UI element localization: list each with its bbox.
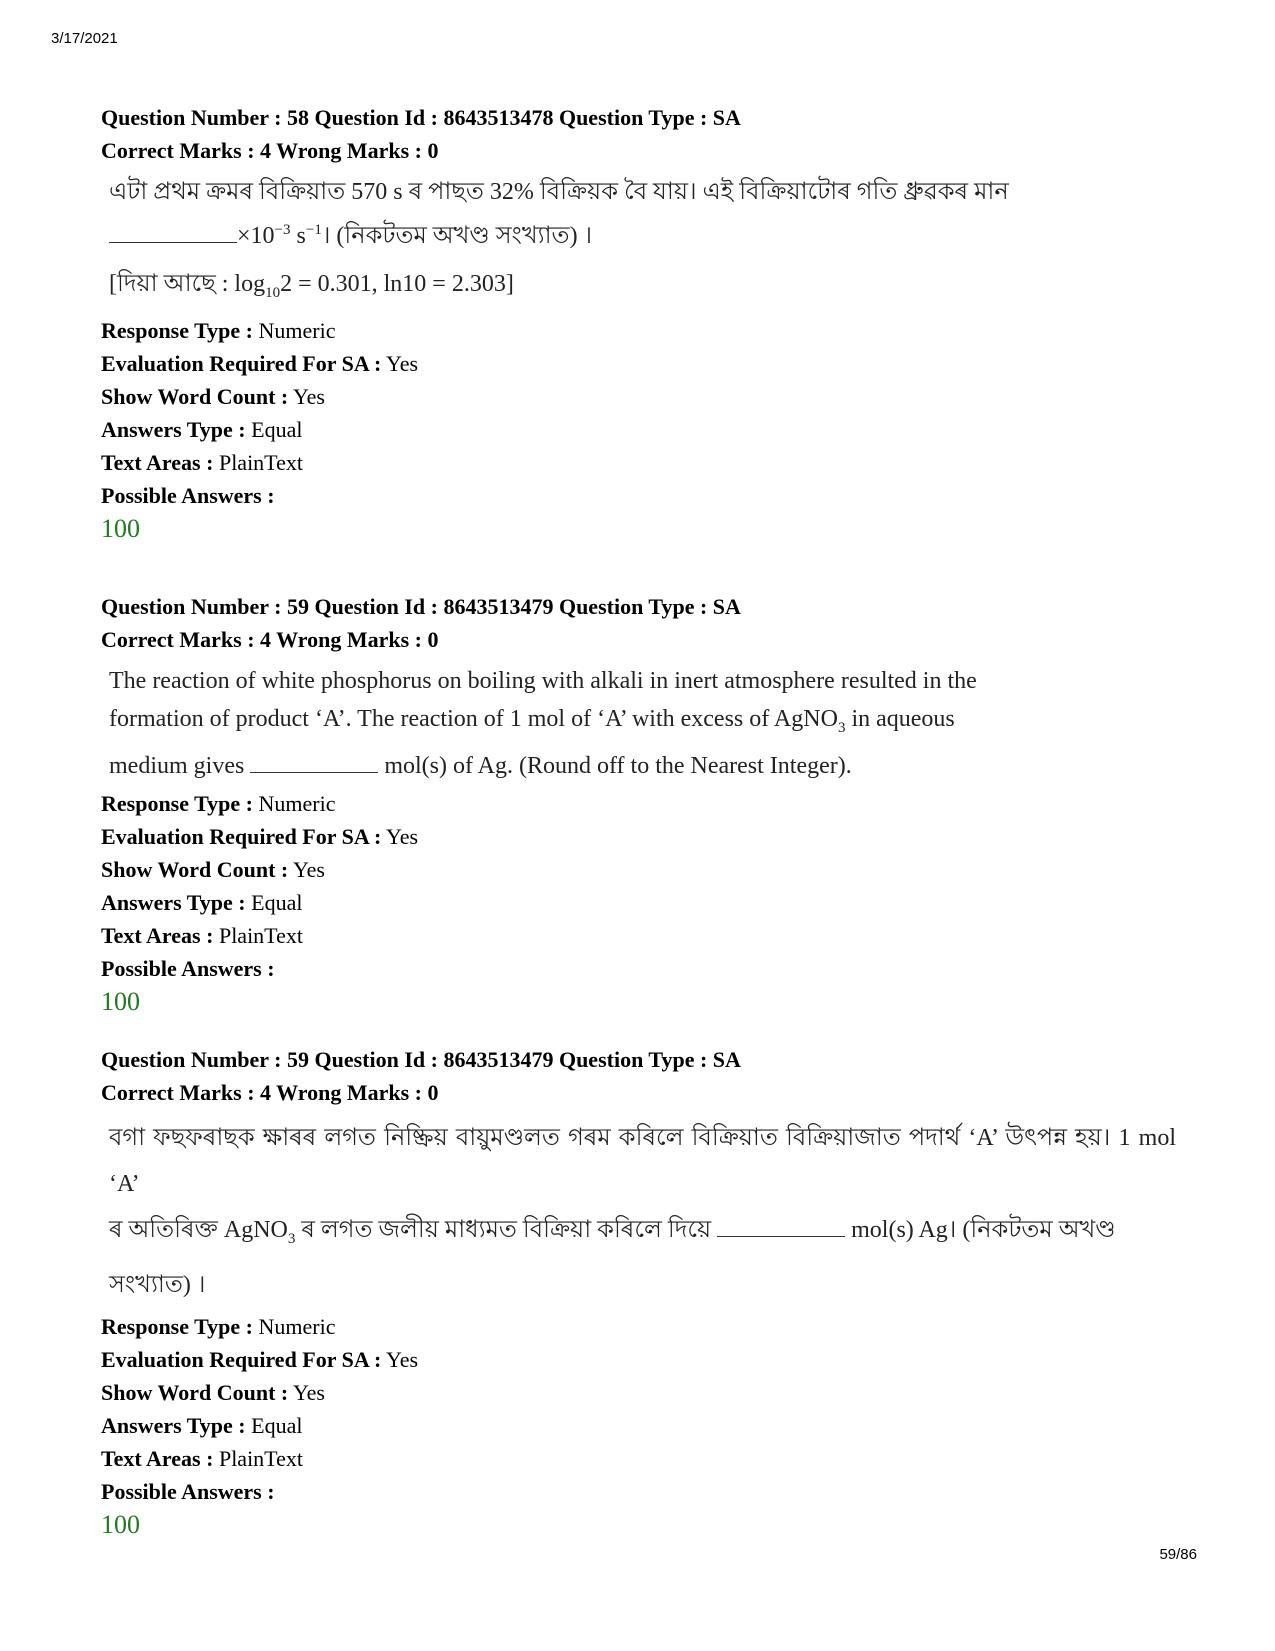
meta-word-count: Show Word Count : Yes: [101, 1379, 325, 1405]
meta-response-type: Response Type : Numeric: [101, 1313, 336, 1339]
meta-possible-answers: Possible Answers :: [101, 955, 275, 981]
page-number: 59/86: [1159, 1546, 1197, 1563]
question-line: বগা ফছফৰাছক ক্ষাৰৰ লগত নিষ্ক্ৰিয় বায়ুমণ্ডলত গৰম কৰিলে বিক্ৰিয়াত বিক্ৰিয়াজাত পদাৰ্থ ‘A’ উৎপন্ন হয়। 1 mol ‘A’: [109, 1125, 1176, 1197]
question-line: $\times 10^{-3}$ $s^{-1}।$ (নিকটতম অখণ্ড সংখ্যাত) ।: [109, 211, 1176, 255]
question-line: সংখ্যাত) ।: [109, 1271, 206, 1298]
meta-evaluation: Evaluation Required For SA : Yes: [101, 1346, 419, 1372]
meta-response-type: Response Type : Numeric: [101, 317, 336, 343]
meta-word-count: Show Word Count : Yes: [101, 383, 325, 409]
meta-possible-answers: Possible Answers :: [101, 482, 275, 508]
meta-text-areas: Text Areas : PlainText: [101, 922, 303, 948]
question-block: [101, 590, 1176, 1019]
question-text: [109, 656, 1176, 787]
meta-evaluation: Evaluation Required For SA : Yes: [101, 823, 419, 849]
question-line: The reaction of white phosphorus on boiling with alkali in inert atmosphere resulted in the: [109, 668, 977, 694]
marks-line: Correct Marks : 4 Wrong Marks : 0: [101, 138, 439, 163]
question-block: [101, 1043, 1176, 1542]
print-date: 3/17/2021: [51, 30, 118, 47]
question-header: Question Number : 59 Question Id : 8643513479 Question Type : SA: [101, 594, 741, 619]
question-line: formation of product ‘A’. The reaction of 1 mol of ‘A’ with excess of AgNO$_3$ in aqueous: [109, 706, 955, 736]
meta-word-count: Show Word Count : Yes: [101, 856, 325, 882]
question-header: Question Number : 59 Question Id : 8643513479 Question Type : SA: [101, 1047, 741, 1072]
meta-possible-answers: Possible Answers :: [101, 1478, 275, 1504]
answer-blank: [717, 1216, 845, 1237]
meta-answers-type: Answers Type : Equal: [101, 1412, 303, 1438]
question-text: [109, 167, 1176, 314]
question-text: [109, 1109, 1176, 1310]
possible-answer: 100: [101, 986, 140, 1016]
meta-evaluation: Evaluation Required For SA : Yes: [101, 350, 419, 376]
given-data: [দিয়া আছে : $\log_{10}2 = 0.301$, ln10 = 2.303]: [109, 271, 514, 301]
question-line: এটা প্ৰথম ক্ৰমৰ বিক্ৰিয়াত 570 s ৰ পাছত 32% বিক্ৰিয়ক বৈ যায়। এই বিক্ৰিয়াটোৰ গতি ধ্ৰুৱকৰ মান: [109, 179, 1009, 205]
answer-blank: [109, 222, 237, 243]
question-block: [101, 101, 1176, 546]
meta-text-areas: Text Areas : PlainText: [101, 1445, 303, 1471]
marks-line: Correct Marks : 4 Wrong Marks : 0: [101, 627, 439, 652]
meta-response-type: Response Type : Numeric: [101, 790, 336, 816]
marks-line: Correct Marks : 4 Wrong Marks : 0: [101, 1080, 439, 1105]
possible-answer: 100: [101, 513, 140, 543]
question-header: Question Number : 58 Question Id : 8643513478 Question Type : SA: [101, 105, 741, 130]
possible-answer: 100: [101, 1509, 140, 1539]
meta-answers-type: Answers Type : Equal: [101, 416, 303, 442]
answer-blank: [250, 752, 378, 773]
question-line: medium gives mol(s) of Ag. (Round off to the Nearest Integer).: [109, 752, 852, 779]
meta-text-areas: Text Areas : PlainText: [101, 449, 303, 475]
question-line: ৰ অতিৰিক্ত AgNO$_3$ ৰ লগত জলীয় মাধ্যমত বিক্ৰিয়া কৰিলে দিয়ে mol(s) Ag। (নিকটতম অখণ্ড: [109, 1217, 1116, 1247]
meta-answers-type: Answers Type : Equal: [101, 889, 303, 915]
